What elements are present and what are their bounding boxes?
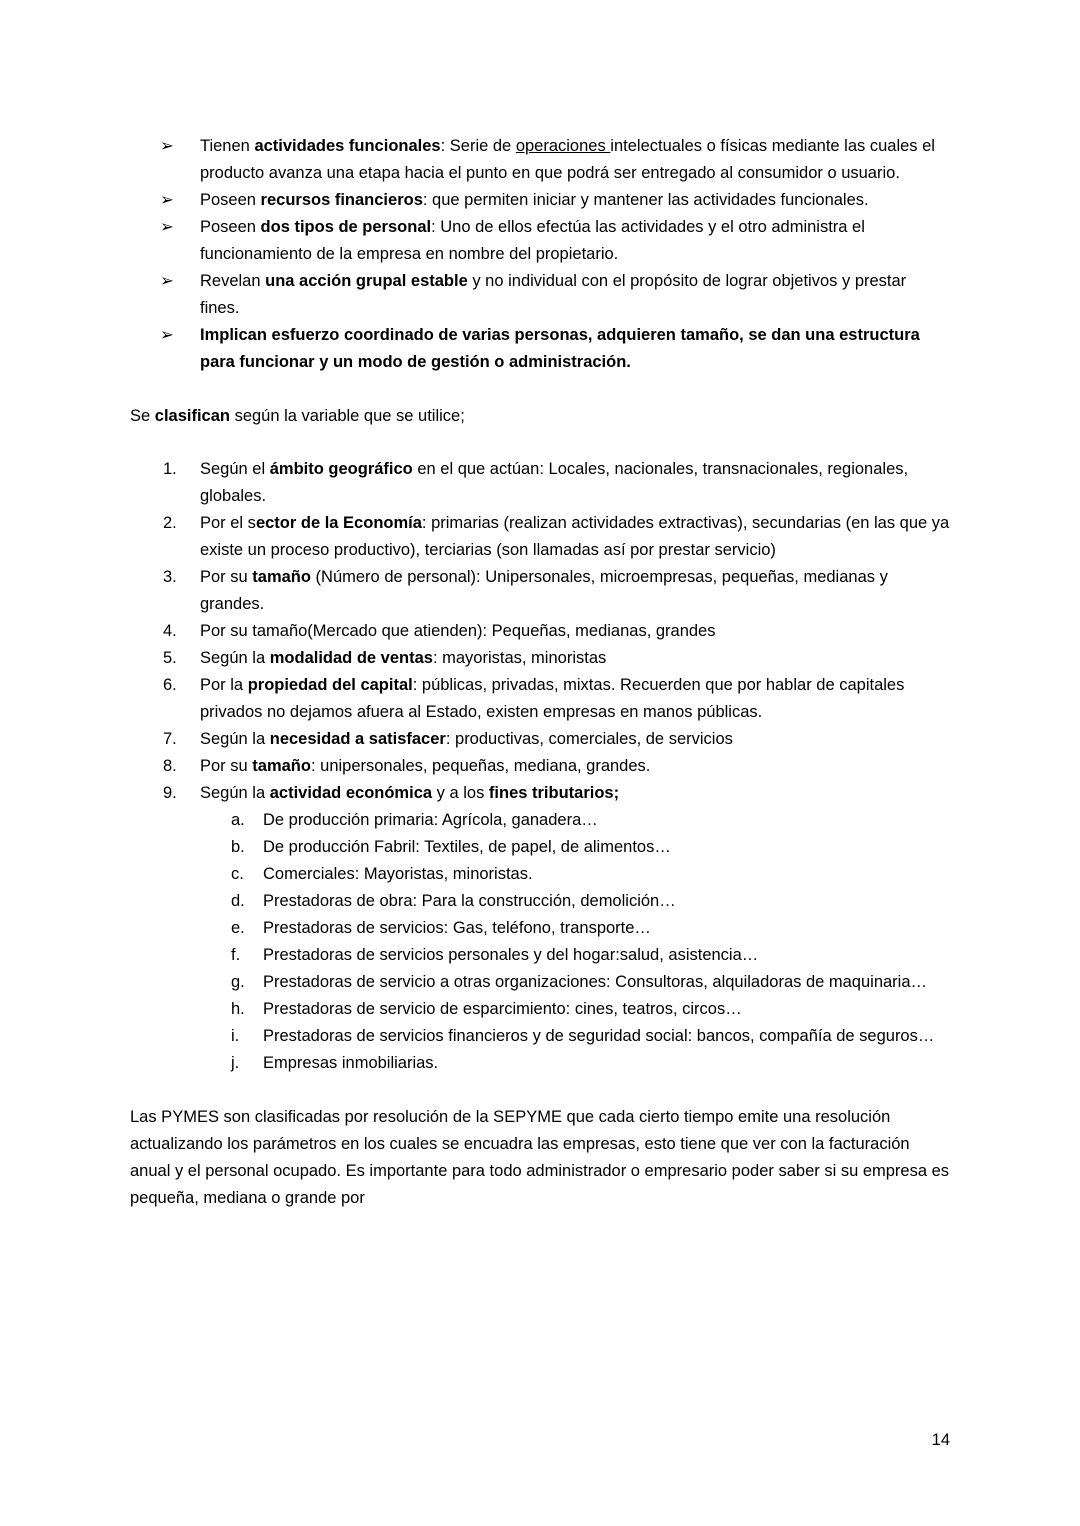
lettered-list-item-text [263,996,950,1023]
lettered-list-item-text [263,1023,950,1050]
text-run: clasifican [154,407,230,425]
list-letter-label: c. [231,865,244,883]
text-run: De producción primaria: Agrícola, ganadera… [263,811,598,829]
lettered-list-item [231,969,950,996]
text-run: Revelan [200,272,266,290]
text-run: : productivas, comerciales, de servicios [445,730,733,748]
lettered-list-item [231,888,950,915]
list-letter-label: b. [231,838,245,856]
list-letter-label: i. [231,1027,240,1045]
text-run: Según la [200,784,270,802]
lettered-list-item-text [263,834,950,861]
pymes-paragraph: Las PYMES son clasificadas por resolución de la SEPYME que cada cierto tiempo emite una resolución actualizando los parámetros en los cuales se encuadra las empresas, esto tiene que ver con la facturación anual y el personal ocupado. Es importante para todo administrador o empresario poder saber si su empresa es pequeña, mediana o grande por [130,1108,950,1207]
arrow-list-item [160,268,950,322]
text-run: propiedad del capital [247,676,413,694]
lettered-list-item-text [263,915,950,942]
arrow-bullet-icon: ➢ [160,326,174,344]
numbered-list-item [163,618,950,645]
text-run: Prestadoras de servicios personales y del hogar:salud, asistencia… [263,946,759,964]
text-run: actividades funcionales [254,137,441,155]
list-number-label: 2. [163,514,177,532]
arrow-bullet-icon: ➢ [160,218,174,236]
text-run: tamaño [252,568,311,586]
text-run: De producción Fabril: Textiles, de papel, de alimentos… [263,838,671,856]
arrow-bullet-list [130,133,950,376]
numbered-list-item-text [200,618,950,645]
text-run: actividad económica [269,784,433,802]
lettered-list-item-text [263,888,950,915]
text-run: necesidad a satisfacer [269,730,446,748]
text-run: Prestadoras de servicio de esparcimiento: cines, teatros, circos… [263,1000,742,1018]
text-run: : Uno de ellos efectúa las actividades y el otro administra el funcionamiento de la empresa en nombre del propietario. [200,218,865,263]
text-run: modalidad de ventas [269,649,433,667]
numbered-list-item-text [200,753,950,780]
text-run: Prestadoras de servicios financieros y de seguridad social: bancos, compañía de seguros… [263,1027,935,1045]
text-run: Por su tamaño(Mercado que atienden): Pequeñas, medianas, grandes [200,622,716,640]
text-run: tamaño [252,757,311,775]
text-run: Tienen [200,137,255,155]
lettered-list-item-text [263,969,950,996]
list-number-label: 7. [163,730,177,748]
numbered-list-item-text [200,645,950,672]
numbered-list-item [163,726,950,753]
lettered-list-item [231,915,950,942]
list-number-label: 8. [163,757,177,775]
text-run: según la variable que se utilice; [230,407,465,425]
text-run: en el que actúan: Locales, nacionales, transnacionales, regionales, globales. [200,460,909,505]
lettered-list-item [231,861,950,888]
arrow-list-item-text [200,268,950,322]
text-run: intelectuales o físicas mediante las cuales el producto avanza una etapa hacia el punto en que podrá ser entregado al consumidor o usuario. [200,137,935,182]
list-number-label: 4. [163,622,177,640]
text-run: Poseen [200,191,261,209]
lettered-list-item [231,807,950,834]
text-run: : unipersonales, pequeñas, mediana, grandes. [310,757,651,775]
text-run: Prestadoras de servicio a otras organizaciones: Consultoras, alquiladoras de maquinaria… [263,973,928,991]
list-letter-label: h. [231,1000,245,1018]
list-number-label: 5. [163,649,177,667]
text-run: Prestadoras de servicios: Gas, teléfono, transporte… [263,919,651,937]
arrow-list-item [160,187,950,214]
text-run: recursos financieros [260,191,423,209]
list-number-label: 3. [163,568,177,586]
text-run: Según la [200,649,270,667]
text-run: y no individual con el propósito de lograr objetivos y prestar fines. [200,272,907,317]
lettered-sub-list [200,807,950,1077]
lettered-list-item [231,942,950,969]
lettered-list-item-text [263,807,950,834]
lettered-list-item-text [263,861,950,888]
text-run: Comerciales: Mayoristas, minoristas. [263,865,533,883]
text-run: fines tributarios; [488,784,620,802]
text-run: Por el s [200,514,256,532]
lettered-list-item-text [263,1050,950,1077]
numbered-list-item [163,672,950,726]
text-run: : primarias (realizan actividades extractivas), secundarias (en las que ya existe un proceso productivo), terciarias (son llamadas así por prestar servicio) [200,514,950,559]
numbered-list-item [163,645,950,672]
arrow-list-item-text [200,322,950,376]
text-run: Implican esfuerzo coordinado de varias personas, adquieren tamaño, se dan una estructura para funcionar y un modo de gestión o administración. [200,326,920,371]
lettered-list-item [231,834,950,861]
list-letter-label: g. [231,973,245,991]
list-letter-label: j. [231,1054,240,1072]
numbered-list-item-text [200,564,950,618]
text-run: ámbito geográfico [269,460,413,478]
list-letter-label: d. [231,892,245,910]
numbered-list-item [163,456,950,510]
arrow-list-item [160,322,950,376]
numbered-list-item-text [200,510,950,564]
lettered-list-item [231,996,950,1023]
text-run: Empresas inmobiliarias. [263,1054,439,1072]
list-number-label: 9. [163,784,177,802]
arrow-bullet-icon: ➢ [160,137,174,155]
text-run: Según la [200,730,270,748]
page-number: 14 [931,1431,950,1449]
text-run: Se [130,407,155,425]
arrow-list-item-text [200,187,950,214]
text-run: (Número de personal): Unipersonales, microempresas, pequeñas, medianas y grandes. [200,568,888,613]
numbered-list-item-text [200,726,950,753]
list-letter-label: a. [231,811,245,829]
text-run: : Serie de [440,137,516,155]
text-run: ector de la Economía [255,514,422,532]
list-number-label: 6. [163,676,177,694]
text-run: Según el [200,460,270,478]
numbered-list-item [163,780,950,1077]
numbered-list-item [163,753,950,780]
lettered-list-item-text [263,942,950,969]
list-letter-label: f. [231,946,241,964]
arrow-bullet-icon: ➢ [160,191,174,209]
arrow-list-item-text [200,214,950,268]
text-run: Por su [200,757,253,775]
arrow-list-item [160,214,950,268]
classification-intro-paragraph [130,403,950,430]
text-run: : que permiten iniciar y mantener las actividades funcionales. [422,191,869,209]
text-run: Prestadoras de obra: Para la construcción, demolición… [263,892,676,910]
numbered-list-item-text [200,456,950,510]
numbered-list-item [163,564,950,618]
text-run: operaciones [515,137,611,155]
text-run: : públicas, privadas, mixtas. Recuerden que por hablar de capitales privados no dejamos afuera al Estado, existen empresas en manos públicas. [200,676,905,721]
arrow-list-item-text [200,133,950,187]
text-run: dos tipos de personal [260,218,432,236]
lettered-list-item [231,1023,950,1050]
arrow-list-item [160,133,950,187]
text-run: Por su [200,568,253,586]
numbered-list-item [163,510,950,564]
text-run: : mayoristas, minoristas [432,649,607,667]
lettered-list-item [231,1050,950,1077]
list-number-label: 1. [163,460,177,478]
text-run: Por la [200,676,248,694]
arrow-bullet-icon: ➢ [160,272,174,290]
text-run: y a los [432,784,489,802]
text-run: Poseen [200,218,261,236]
text-run: una acción grupal estable [265,272,468,290]
list-letter-label: e. [231,919,245,937]
classification-numbered-list [130,456,950,1077]
numbered-list-item-text [200,672,950,726]
numbered-list-item-text [200,780,950,1077]
